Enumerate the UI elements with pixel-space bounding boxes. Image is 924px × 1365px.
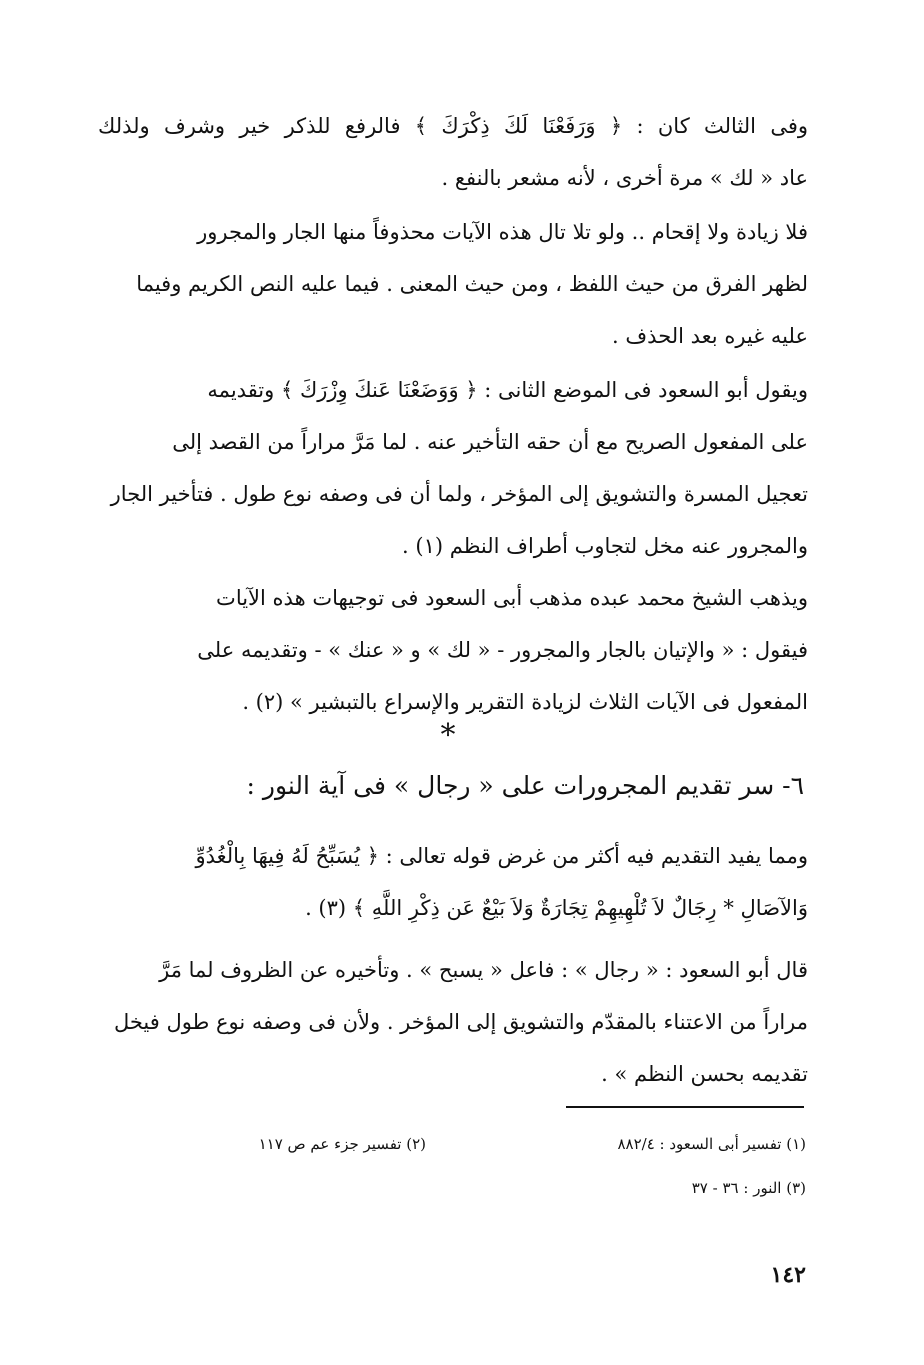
footnote-divider bbox=[566, 1106, 804, 1108]
text-line: قال أبو السعود : « رجال » : فاعل « يسبح » . وتأخيره عن الظروف لما مَرَّ bbox=[159, 958, 808, 982]
paragraph-3 bbox=[98, 364, 808, 572]
text-line: ومما يفيد التقديم فيه أكثر من غرض قوله تعالى : ﴿ يُسَبِّحُ لَهُ فِيهَا بِالْغُدُوِّ bbox=[195, 844, 808, 868]
text-line: لظهر الفرق من حيث اللفظ ، ومن حيث المعنى . فيما عليه النص الكريم وفيما bbox=[136, 272, 808, 296]
paragraph-1 bbox=[98, 100, 808, 204]
page-number: ١٤٢ bbox=[770, 1262, 806, 1288]
text-line: تقديمه بحسن النظم » . bbox=[601, 1062, 808, 1086]
paragraph-6 bbox=[98, 944, 808, 1100]
paragraph-2 bbox=[98, 206, 808, 362]
text-line: فيقول : « والإتيان بالجار والمجرور - « لك » و « عنك » - وتقديمه على bbox=[197, 638, 808, 662]
paragraph-5 bbox=[98, 830, 808, 934]
footnote-1: (١) تفسير أبى السعود : ٨٨٢/٤ bbox=[617, 1135, 806, 1153]
text-line: وَالآصَالِ * رِجَالٌ لاَ تُلْهِيهِمْ تِجَارَةٌ وَلاَ بَيْعٌ عَن ذِكْرِ اللَّهِ ﴾ (٣) . bbox=[305, 896, 808, 920]
text-line: عاد « لك » مرة أخرى ، لأنه مشعر بالنفع . bbox=[441, 166, 808, 190]
text-line: فلا زيادة ولا إقحام .. ولو تلا تال هذه الآيات محذوفاً منها الجار والمجرور bbox=[197, 220, 808, 244]
section-heading: ٦- سر تقديم المجرورات على « رجال » فى آية النور : bbox=[246, 771, 804, 800]
text-line: تعجيل المسرة والتشويق إلى المؤخر ، ولما أن فى وصفه نوع طول . فتأخير الجار bbox=[110, 482, 808, 506]
text-line: وفى الثالث كان : ﴿ وَرَفَعْنَا لَكَ ذِكْرَكَ ﴾ فالرفع للذكر خير وشرف ولذلك bbox=[98, 114, 808, 138]
footnote-3: (٣) النور : ٣٦ - ٣٧ bbox=[691, 1179, 806, 1197]
text-line: على المفعول الصريح مع أن حقه التأخير عنه . لما مَرَّ مراراً من القصد إلى bbox=[172, 430, 808, 454]
text-line: ويذهب الشيخ محمد عبده مذهب أبى السعود فى توجيهات هذه الآيات bbox=[216, 586, 808, 610]
text-line: المفعول فى الآيات الثلاث لزيادة التقرير والإسراع بالتبشير » (٢) . bbox=[242, 690, 808, 714]
text-line: مراراً من الاعتناء بالمقدّم والتشويق إلى المؤخر . ولأن فى وصفه نوع طول فيخل bbox=[113, 1010, 808, 1034]
text-line: عليه غيره بعد الحذف . bbox=[612, 324, 808, 348]
text-line: ويقول أبو السعود فى الموضع الثانى : ﴿ وَوَضَعْنَا عَنكَ وِزْرَكَ ﴾ وتقديمه bbox=[207, 378, 808, 402]
text-line: والمجرور عنه مخل لتجاوب أطراف النظم (١) . bbox=[402, 534, 808, 558]
section-separator: * bbox=[440, 718, 456, 753]
footnote-2: (٢) تفسير جزء عم ص ١١٧ bbox=[258, 1135, 426, 1153]
paragraph-4 bbox=[98, 572, 808, 728]
